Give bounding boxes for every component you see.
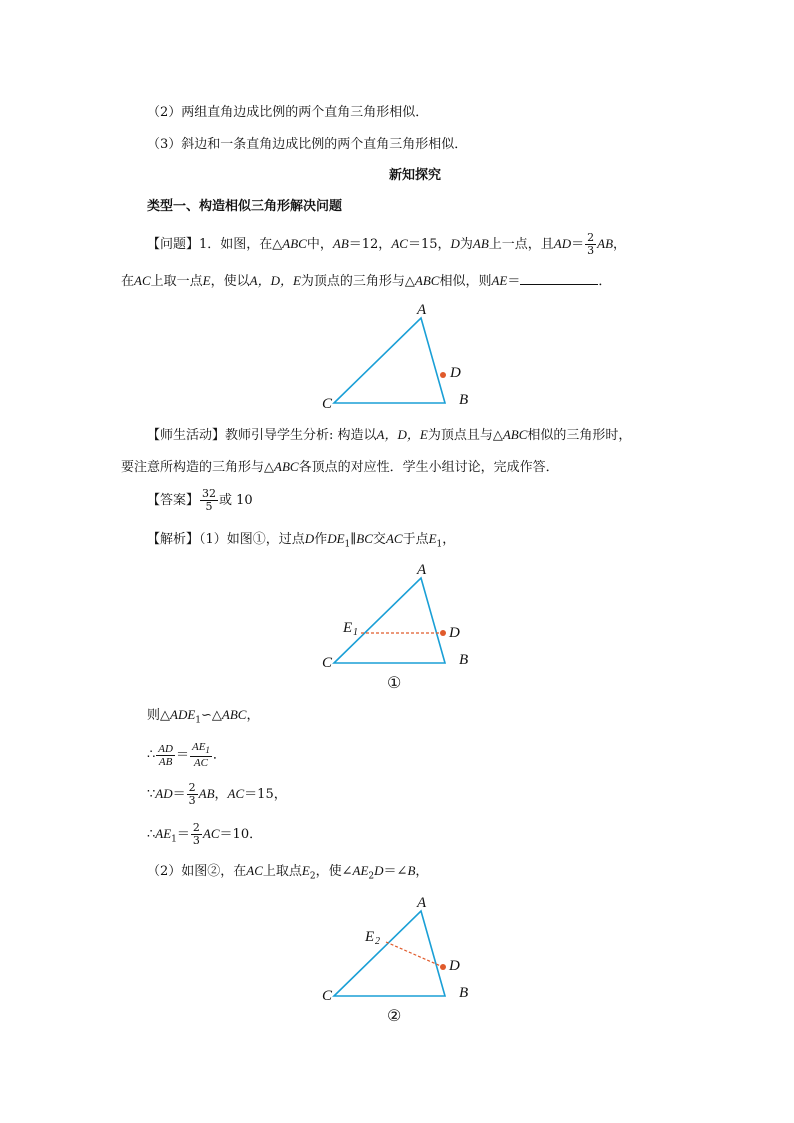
math: AE	[191, 741, 206, 753]
math: BC	[356, 531, 373, 546]
math: D	[304, 531, 315, 546]
triangle-abc	[334, 318, 445, 403]
label-d-fig1: D	[449, 625, 460, 641]
denominator: AC	[193, 757, 208, 770]
activity-line-2	[121, 458, 559, 477]
point-d-fig2	[440, 964, 446, 970]
text: ＝	[176, 827, 190, 842]
because-symbol: ∵	[147, 787, 156, 802]
text: 各顶点的对应性．学生小组讨论，完成作答．	[298, 460, 559, 475]
math: A，D，E	[376, 427, 428, 442]
text: ，	[415, 864, 429, 879]
text: ，使∠	[315, 864, 353, 879]
text: ∥	[350, 532, 357, 547]
label-d: D	[450, 365, 461, 381]
math: AC	[227, 786, 245, 801]
problem-line-2	[121, 270, 611, 291]
text: 在	[121, 274, 135, 289]
denominator: 3	[192, 834, 200, 847]
math: ABC	[414, 273, 440, 288]
text: ＝	[175, 747, 189, 763]
math: AD	[553, 236, 572, 251]
therefore-symbol: ∴	[147, 747, 156, 763]
subscript: 1	[195, 715, 202, 726]
math: AE	[491, 273, 508, 288]
text: 相似的三角形时，	[527, 428, 632, 443]
text-line-2: （2）两组直角边成比例的两个直角三角形相似．	[147, 105, 429, 120]
fraction-ae1-ac	[190, 741, 212, 769]
text: ，使以	[210, 274, 250, 289]
math: AC	[202, 826, 220, 841]
math: AB	[597, 236, 614, 251]
text: 为	[459, 237, 473, 252]
text: 上取一点	[150, 274, 203, 289]
label-c-fig1: C	[322, 655, 333, 671]
denominator: 3	[188, 794, 196, 807]
math: AE	[155, 826, 172, 841]
label-e1-sub: 1	[353, 627, 358, 638]
text: ＝∠	[383, 864, 408, 879]
math: B	[407, 863, 416, 878]
figure-1-caption: ①	[387, 675, 402, 692]
text: 作	[314, 532, 328, 547]
math: D	[450, 236, 460, 251]
math: DE	[327, 531, 345, 546]
math: AB	[472, 236, 489, 251]
therefore-symbol: ∴	[147, 827, 156, 842]
activity-tag: 【师生活动】	[147, 428, 226, 443]
analysis-tag: 【解析】	[147, 532, 200, 547]
text: ＝15，	[407, 237, 451, 252]
answer-fraction	[200, 488, 218, 513]
numerator: AD	[158, 742, 173, 755]
similar-line	[147, 706, 259, 730]
text: （1）如图①，过点	[199, 532, 305, 547]
subscript: 1	[171, 834, 177, 845]
figure-1	[320, 560, 480, 695]
text: ＝	[507, 274, 521, 289]
problem-line-1	[147, 232, 626, 257]
text-line-3: （3）斜边和一条直角边成比例的两个直角三角形相似．	[147, 137, 468, 152]
numerator	[190, 741, 212, 757]
math: ABC	[282, 236, 307, 251]
denominator: 5	[205, 500, 213, 513]
text: 交	[372, 532, 386, 547]
fraction-two-thirds	[585, 232, 596, 257]
text: ，	[246, 708, 260, 723]
text: ＝12，	[348, 237, 392, 252]
label-b-fig1: B	[459, 652, 469, 668]
math: AC	[134, 273, 151, 288]
text: ．	[212, 747, 226, 763]
text: 要注意所构造的三角形与△	[121, 460, 274, 475]
numerator: 2	[192, 821, 200, 834]
figure-2	[320, 893, 480, 1028]
text: 1．如图，在△	[199, 237, 283, 252]
dashed-e2d	[386, 942, 443, 967]
subscript: 1	[344, 539, 351, 550]
text: 于点	[402, 532, 429, 547]
answer-tag: 【答案】	[147, 493, 200, 508]
subscript: 2	[309, 871, 316, 882]
text: 教师引导学生分析: 构造以	[225, 428, 377, 443]
text: ，	[613, 237, 627, 252]
answer-line	[147, 488, 253, 513]
label-b-fig2: B	[459, 985, 469, 1001]
denominator: AB	[158, 755, 173, 768]
text: 为顶点的三角形与△	[300, 274, 415, 289]
label-e1-fig1: E	[343, 620, 353, 636]
triangle-abc-fig2	[334, 911, 445, 996]
label-c: C	[322, 396, 333, 412]
numerator: 2	[587, 231, 595, 244]
math: E	[301, 863, 310, 878]
math: AE	[352, 863, 369, 878]
text: ＝10．	[219, 827, 263, 842]
activity-line-1	[147, 426, 631, 445]
subscript: 2	[368, 871, 375, 882]
label-c-fig2: C	[322, 988, 333, 1004]
text: ，	[442, 532, 456, 547]
math: ABC	[502, 427, 528, 442]
point-d-fig1	[440, 630, 446, 636]
math: AD	[155, 786, 173, 801]
label-b: B	[459, 392, 469, 408]
math: ABC	[274, 459, 299, 474]
fraction-two-thirds	[191, 822, 202, 847]
denominator: 3	[587, 244, 595, 257]
text: 则△	[147, 708, 170, 723]
result-line	[147, 822, 262, 849]
text: ．	[598, 274, 612, 289]
part-2-line	[147, 862, 428, 886]
math: A，D，E	[249, 273, 301, 288]
text: 上一点，且	[488, 237, 554, 252]
text: ，	[214, 787, 228, 802]
math: AC	[246, 863, 263, 878]
math: E	[428, 531, 437, 546]
math: E	[202, 273, 211, 288]
fraction-two-thirds	[187, 782, 198, 807]
label-e2-sub: 2	[375, 936, 380, 947]
answer-blank	[520, 270, 598, 285]
text: ∽△	[201, 708, 222, 723]
text: （2）如图②，在	[147, 864, 247, 879]
text: ＝	[172, 787, 186, 802]
text: 相似，则	[439, 274, 492, 289]
subscript: 1	[436, 539, 443, 550]
numerator: 32	[202, 487, 217, 500]
math: ADE	[170, 707, 196, 722]
text: 中，	[306, 237, 333, 252]
type-heading: 类型一、构造相似三角形解决问题	[147, 199, 343, 214]
text: ＝15，	[244, 787, 287, 802]
analysis-line-1	[147, 530, 455, 554]
text: 上取点	[262, 864, 302, 879]
fraction-ad-ab	[156, 743, 175, 768]
label-a: A	[417, 302, 427, 318]
section-heading: 新知探究	[389, 168, 442, 183]
math: AB	[198, 786, 215, 801]
label-d-fig2: D	[449, 958, 460, 974]
label-e2-fig2: E	[365, 929, 375, 945]
numerator: 2	[188, 781, 196, 794]
ratio-line	[147, 741, 226, 769]
label-a-fig2: A	[417, 895, 427, 911]
math: AC	[391, 236, 408, 251]
subscript: 1	[205, 745, 210, 756]
text: ＝	[571, 237, 585, 252]
triangle-figure	[320, 300, 480, 415]
math: AB	[332, 236, 349, 251]
point-d	[440, 372, 446, 378]
figure-2-caption: ②	[387, 1008, 402, 1025]
given-line	[147, 782, 287, 807]
label-a-fig1: A	[417, 562, 427, 578]
problem-tag: 【问题】	[147, 237, 200, 252]
answer-rest: 或 10	[219, 493, 253, 508]
text: 为顶点且与△	[427, 428, 503, 443]
math: D	[374, 863, 384, 878]
math: AC	[385, 531, 403, 546]
math: ABC	[221, 707, 247, 722]
